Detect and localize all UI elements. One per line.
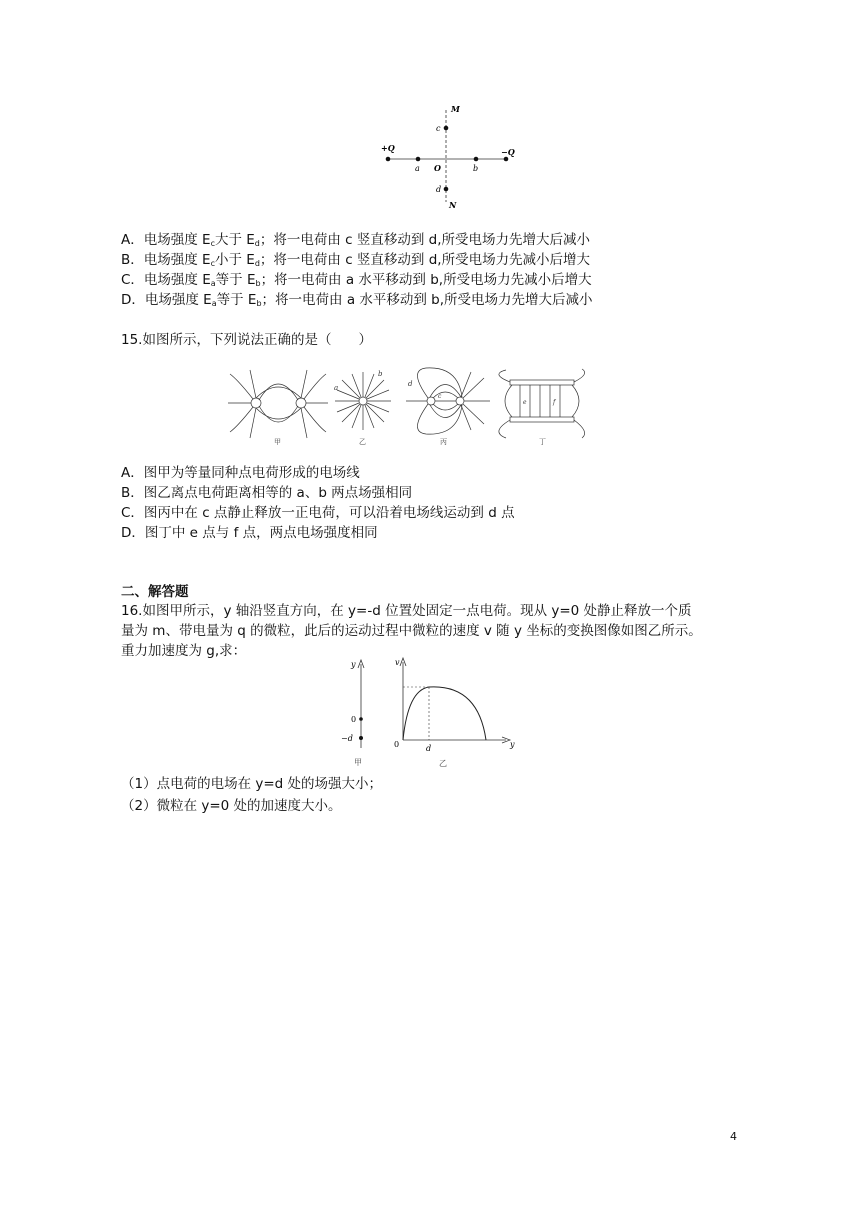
q15-option-d: D．图丁中 e 点与 f 点，两点电场强度相同 bbox=[121, 525, 378, 541]
q14-option-d: D．电场强度 $E_a$等于 $E_b$；将一电荷由 a 水平移动到 b,所受电场力先增大后减小 bbox=[121, 292, 593, 308]
q14-option-a: A．电场强度 $E_c$大于 $E_d$；将一电荷由 c 竖直移动到 d,所受电场力先增大后减小 bbox=[121, 232, 591, 248]
q15-option-b: B．图乙离点电荷距离相等的 a、b 两点场强相同 bbox=[121, 485, 413, 501]
field-diagram-ding bbox=[499, 369, 585, 438]
caption-yi: 乙 bbox=[359, 438, 366, 446]
q16-part-2: （2）微粒在 y=0 处的加速度大小。 bbox=[121, 798, 342, 814]
label-bing-c: c bbox=[438, 393, 442, 400]
label-yi-b: b bbox=[378, 370, 383, 378]
page-number: 4 bbox=[730, 1130, 737, 1143]
q15-option-a: A．图甲为等量同种点电荷形成的电场线 bbox=[121, 465, 360, 481]
field-diagram-yi bbox=[335, 372, 391, 430]
label-plusQ: +Q bbox=[381, 143, 395, 153]
label-c: c bbox=[436, 124, 441, 133]
fig-jia-y: y bbox=[351, 660, 356, 669]
label-minusQ: −Q bbox=[501, 147, 515, 157]
label-d: d bbox=[436, 185, 442, 194]
label-M: M bbox=[451, 104, 460, 114]
label-b: b bbox=[473, 164, 479, 173]
caption-bing: 丙 bbox=[440, 438, 447, 446]
figure-yi-graph bbox=[394, 658, 515, 768]
q16-stem-line-3: 重力加速度为 g,求： bbox=[121, 643, 247, 659]
q16-stem-line-2: 量为 m、带电量为 q 的微粒，此后的运动过程中微粒的速度 v 随 y 坐标的变换图像如图乙所示。 bbox=[121, 623, 702, 639]
figure-q16 bbox=[338, 652, 522, 770]
q16-part-1: （1）点电荷的电场在 y=d 处的场强大小； bbox=[121, 776, 383, 792]
caption-jia: 甲 bbox=[274, 438, 281, 446]
q15-stem: 15.如图所示，下列说法正确的是（ ） bbox=[121, 332, 372, 348]
label-yi-a: a bbox=[334, 384, 339, 392]
q15-option-c: C．图丙中在 c 点静止释放一正电荷，可以沿着电场线运动到 d 点 bbox=[121, 505, 515, 521]
figure-field-lines bbox=[228, 366, 590, 446]
fig-jia-caption: 甲 bbox=[354, 758, 362, 767]
q16-stem-line-1: 16.如图甲所示，y 轴沿竖直方向，在 y=-d 位置处固定一点电荷。现从 y=0 处静止释放一个质 bbox=[121, 603, 692, 619]
fig-yi-v: v bbox=[395, 658, 400, 667]
fig-yi-d: d bbox=[426, 744, 432, 753]
caption-ding: 丁 bbox=[539, 438, 546, 446]
label-O: O bbox=[434, 163, 441, 173]
q14-option-b: B．电场强度 $E_c$小于 $E_d$；将一电荷由 c 竖直移动到 d,所受电场力先减小后增大 bbox=[121, 252, 591, 268]
field-diagram-jia bbox=[228, 370, 328, 438]
figure-charges-axes bbox=[378, 100, 520, 212]
label-ding-f: f bbox=[553, 399, 556, 406]
label-a: a bbox=[415, 164, 420, 173]
label-bing-d: d bbox=[408, 380, 413, 388]
fig-jia-zero: 0 bbox=[351, 715, 357, 724]
label-ding-e: e bbox=[523, 399, 527, 406]
label-N: N bbox=[449, 200, 457, 210]
fig-yi-caption: 乙 bbox=[439, 759, 447, 768]
section-heading: 二、解答题 bbox=[121, 584, 189, 600]
figure-jia-axis bbox=[341, 660, 364, 767]
q14-option-c: C．电场强度 $E_a$等于 $E_b$；将一电荷由 a 水平移动到 b,所受电场力先减小后增大 bbox=[121, 272, 592, 288]
fig-yi-y: y bbox=[510, 740, 515, 749]
fig-yi-zero: 0 bbox=[394, 740, 400, 749]
fig-jia-minus-d: −d bbox=[341, 734, 353, 743]
field-diagram-bing bbox=[406, 368, 490, 434]
